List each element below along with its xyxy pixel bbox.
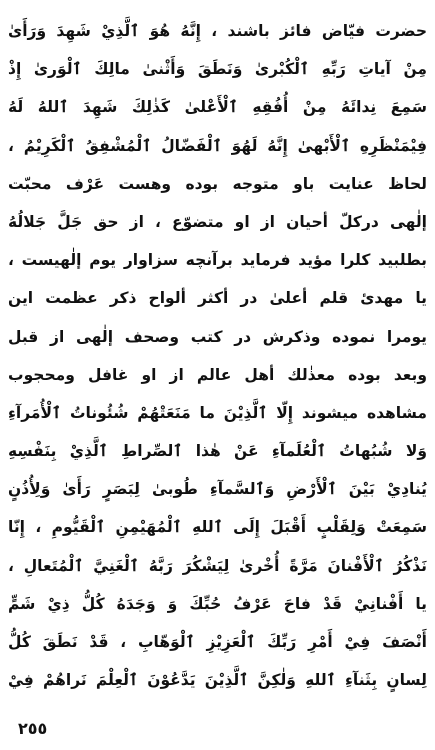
text-line: بطلبيد كلرا مؤيد فرمايد برآنچه سزاوار يوم إلٰهيست ، [8, 251, 427, 270]
text-line: نَذْكُرُ ٱلْأَفْنانَ مَرَّةً أُخْرىٰ لِيَشْكُرَ رَبَّهُ ٱلْغَنِيَّ ٱلْمُتَعالِ ، [8, 556, 427, 575]
text-line: لحاظ عنايت باو متوجه بوده وهست عَرْف محبّت [8, 174, 427, 193]
page-number: ٢٥٥ [18, 719, 48, 738]
text-line: وَلا شُبُهاتُ ٱلْعُلَمآءِ عَنْ هٰذا ٱلصِّراطِ ٱلَّذِيْ بِنَفْسِهِ [8, 442, 427, 461]
body-text [8, 12, 427, 699]
text-line: يومرا نموده وذكرش در كتب وصحف إلٰهى از قبل [8, 327, 427, 346]
text-line: وبعد بوده معذٰلك أهل عالم از او غافل ومحجوب [8, 365, 427, 384]
text-line: أَنْصَفَ فِيْ أَمْرِ رَبِّكَ ٱلْعَزِيْزِ ٱلْوَهّابِ ، قَدْ نَطَقَ كُلُّ [8, 633, 427, 651]
text-line: فِيْمَنْظَرِهِ ٱلْأَبْهىٰ إِنَّهُ لَهُوَ ٱلْفَضّالُ ٱلْمُشْفِقُ ٱلْكَرِيْمُ ، [8, 136, 427, 155]
text-line: إلٰهى دركلّ أحيان از او متضوّع ، از حق جَلَّ جَلالُهُ [8, 212, 427, 231]
text-line: يُنادِيْ بَيْنَ ٱلْأَرْضِ وَٱلسَّمآءِ طُوبىٰ لِبَصَرٍ رَأَىٰ وَلِأُذُنٍ [8, 480, 427, 499]
text-line: لِسانٍ بِثَنآءِ ٱللهِ وَلٰكِنَّ ٱلَّذِيْنَ يَدَّعُوْنَ ٱلْعِلْمَ نَراهُمْ فِيْ [8, 671, 427, 690]
text-line: يا مهدئ قلم أعلىٰ در أكثر ألواح ذكر عظمت اين [8, 289, 427, 308]
text-line: يا أَفْنانِيْ قَدْ فاحَ عَرْفُ حُبِّكَ وَ وَجَدَهُ كُلُّ ذِيْ شَمٍّ [8, 594, 427, 613]
text-line: مِنْ آياتِ رَبِّهِ ٱلْكُبْرىٰ وَنَطَقَ وَأَثْنىٰ مالِكَ ٱلْوَرىٰ إِذْ [8, 60, 427, 79]
text-line: مشاهده ميشوند إِلّا ٱلَّذِيْنَ ما مَنَعَتْهُمْ شُئُوناتُ ٱلْأُمَرآءِ [8, 403, 427, 422]
text-line: حضرت فيّاض فائز باشند ، إِنَّهُ هُوَ ٱلَّذِيْ شَهِدَ وَرَأَىٰ [8, 22, 427, 40]
text-line: سَمِعَ نِدائَهُ مِنْ أُفُقِهِ ٱلْأَعْلىٰ كَذٰلِكَ شَهِدَ ٱللهُ لَهُ [8, 98, 427, 117]
text-line: سَمِعَتْ وَلِقَلْبٍ أَقْبَلَ إِلَى ٱللهِ ٱلْمُهَيْمِنِ ٱلْقَيُّومِ ، إِنّا [8, 518, 427, 537]
